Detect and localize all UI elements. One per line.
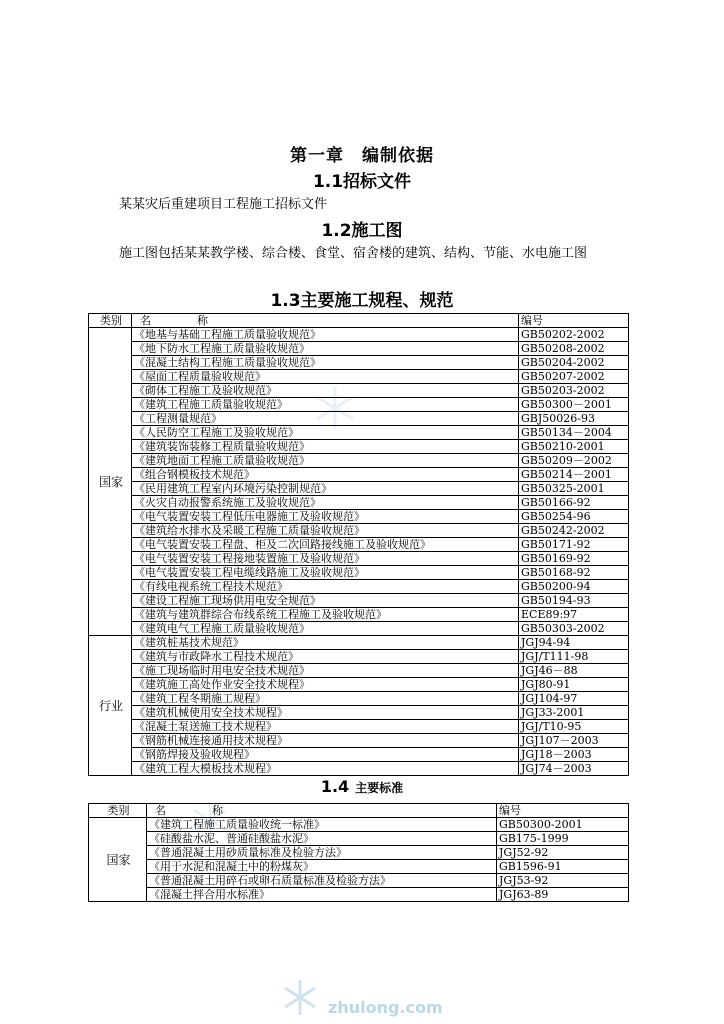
standard-code-cell: JGJ94-94 [519,636,629,650]
section-2-title: 1.2施工图 [321,221,403,241]
standard-code-cell: JGJ63-89 [497,888,629,902]
standard-code-cell: GB50242-2002 [519,524,629,538]
standard-name-cell: 《建筑与建筑群综合布线系统工程施工及验收规范》 [132,608,519,622]
header-name [147,804,497,818]
standard-code-cell: JGJ/T111-98 [519,650,629,664]
table-header-row [89,314,629,328]
standard-code-cell: JGJ74－2003 [519,762,629,776]
table-row [89,650,629,664]
standard-name-cell: 《组合钢模板技术规范》 [132,468,519,482]
standard-name-cell: 《钢筋机械连接通用技术规程》 [132,734,519,748]
standard-name-cell: 《电气装置安装工程接地装置施工及验收规范》 [132,552,519,566]
standard-code-cell: GB50203-2002 [519,384,629,398]
table-row [89,342,629,356]
standard-name-cell: 《建筑装饰装修工程质量验收规范》 [132,440,519,454]
standard-name-cell: 《电气装置安装工程盘、柜及二次回路接线施工及验收规范》 [132,538,519,552]
standard-code-cell: GB50254-96 [519,510,629,524]
standard-code-cell: ECE89:97 [519,608,629,622]
table-row [89,384,629,398]
header-name-part2: 称 [197,313,208,327]
specifications-table [88,313,629,776]
standard-code-cell: GB50208-2002 [519,342,629,356]
table-row [89,328,629,342]
standard-name-cell: 《建筑工程大模板技术规程》 [132,762,519,776]
table-row [89,664,629,678]
header-code: 编号 [497,804,629,818]
table-row [89,608,629,622]
standard-name-cell: 《工程测量规范》 [132,412,519,426]
standard-name-cell: 《建筑机械使用安全技术规程》 [132,706,519,720]
standard-name-cell: 《人民防空工程施工及验收规范》 [132,426,519,440]
standard-code-cell: GB50169-92 [519,552,629,566]
standard-code-cell: GB50303-2002 [519,622,629,636]
table-row [89,370,629,384]
standard-name-cell: 《混凝土结构工程施工质量验收规范》 [132,356,519,370]
standard-name-cell: 《普通混凝土用碎石或卵石质量标准及检验方法》 [147,874,497,888]
standard-code-cell: GB50168-92 [519,566,629,580]
header-code: 编号 [519,314,629,328]
header-name [132,314,519,328]
table-row [89,440,629,454]
standard-code-cell: GB50300-2001 [497,818,629,832]
standard-code-cell: GB50214－2001 [519,468,629,482]
section-4-text: 主要标准 [355,781,404,795]
standard-name-cell: 《硅酸盐水泥、普通硅酸盐水泥》 [147,832,497,846]
standard-name-cell: 《建筑施工高处作业安全技术规程》 [132,678,519,692]
category-cell: 国家 [89,818,147,902]
table-header-row [89,804,629,818]
table-row [89,734,629,748]
standard-name-cell: 《施工现场临时用电安全技术规范》 [132,664,519,678]
table-row [89,552,629,566]
table-row [89,426,629,440]
category-cell: 国家 [89,328,132,636]
table-row [89,510,629,524]
header-name-part1: 名 [155,803,166,817]
standard-code-cell: GB50171-92 [519,538,629,552]
table-row [89,874,629,888]
table-row [89,720,629,734]
chapter-title: 第一章 编制依据 [290,146,434,166]
standard-code-cell: GB50300－2001 [519,398,629,412]
standard-name-cell: 《电气装置安装工程电缆线路施工及验收规范》 [132,566,519,580]
standard-name-cell: 《地基与基础工程施工质量验收规范》 [132,328,519,342]
standard-code-cell: JGJ/T10-95 [519,720,629,734]
table-row [89,356,629,370]
standard-name-cell: 《建筑电气工程施工质量验收规范》 [132,622,519,636]
standard-name-cell: 《砌体工程施工及验收规范》 [132,384,519,398]
standards-table [88,803,629,902]
standard-code-cell: GB50204-2002 [519,356,629,370]
standard-code-cell: GB175-1999 [497,832,629,846]
watermark-text: zhulong.com [328,998,443,1017]
standard-name-cell: 《屋面工程质量验收规范》 [132,370,519,384]
standard-name-cell: 《普通混凝土用砂质量标准及检验方法》 [147,846,497,860]
table-row [89,398,629,412]
standard-name-cell: 《电气装置安装工程低压电器施工及验收规范》 [132,510,519,524]
standard-name-cell: 《民用建筑工程室内环境污染控制规范》 [132,482,519,496]
table-row [89,496,629,510]
table-row [89,594,629,608]
section-2-text: 施工图包括某某教学楼、综合楼、食堂、宿舍楼的建筑、结构、节能、水电施工图 [119,246,588,261]
table-row [89,622,629,636]
standard-code-cell: GB50134－2004 [519,426,629,440]
table-row [89,482,629,496]
standard-name-cell: 《用于水泥和混凝土中的粉煤灰》 [147,860,497,874]
section-4-title [0,777,724,796]
table-row [89,818,629,832]
table-row [89,538,629,552]
standard-code-cell: JGJ33-2001 [519,706,629,720]
standard-code-cell: JGJ104-97 [519,692,629,706]
table-row [89,580,629,594]
standard-code-cell: JGJ80-91 [519,678,629,692]
standard-code-cell: JGJ46－88 [519,664,629,678]
standard-code-cell: JGJ18－2003 [519,748,629,762]
header-name-part1: 名 [140,313,151,327]
section-3-title: 1.3主要施工规程、规范 [270,291,454,311]
standard-code-cell: GB50207-2002 [519,370,629,384]
standard-name-cell: 《建设工程施工现场供用电安全规范》 [132,594,519,608]
header-category: 类别 [89,804,147,818]
standard-name-cell: 《建筑工程施工质量验收规范》 [132,398,519,412]
standard-name-cell: 《建筑工程施工质量验收统一标准》 [147,818,497,832]
table-row [89,566,629,580]
standard-name-cell: 《混凝土拌合用水标准》 [147,888,497,902]
table-row [89,860,629,874]
table-row [89,762,629,776]
standard-code-cell: JGJ107－2003 [519,734,629,748]
table-row [89,678,629,692]
section-4-number: 1.4 [320,777,350,796]
standard-name-cell: 《混凝土泵送施工技术规程》 [132,720,519,734]
standard-code-cell: GB50166-92 [519,496,629,510]
table-row [89,846,629,860]
table-row [89,888,629,902]
standard-name-cell: 《建筑桩基技术规范》 [132,636,519,650]
standard-code-cell: GB50200-94 [519,580,629,594]
category-cell: 行业 [89,636,132,776]
standard-code-cell: GB50202-2002 [519,328,629,342]
standard-code-cell: JGJ53-92 [497,874,629,888]
table-row [89,412,629,426]
table-row [89,692,629,706]
table-row [89,636,629,650]
table-row [89,706,629,720]
standard-code-cell: GB50325-2001 [519,482,629,496]
standard-code-cell: GB1596-91 [497,860,629,874]
standard-code-cell: GBJ50026-93 [519,412,629,426]
standard-name-cell: 《有线电视系统工程技术规范》 [132,580,519,594]
table-row [89,454,629,468]
standard-name-cell: 《建筑与市政降水工程技术规范》 [132,650,519,664]
header-name-part2: 称 [212,803,223,817]
standard-name-cell: 《地下防水工程施工质量验收规范》 [132,342,519,356]
table-row [89,832,629,846]
standard-code-cell: GB50210-2001 [519,440,629,454]
standard-code-cell: JGJ52-92 [497,846,629,860]
standard-name-cell: 《建筑地面工程施工质量验收规范》 [132,454,519,468]
header-category: 类别 [89,314,132,328]
standard-name-cell: 《火灾自动报警系统施工及验收规范》 [132,496,519,510]
standard-code-cell: GB50209－2002 [519,454,629,468]
table-row [89,524,629,538]
table-row [89,468,629,482]
standard-name-cell: 《钢筋焊接及验收规程》 [132,748,519,762]
standard-name-cell: 《建筑工程冬期施工规程》 [132,692,519,706]
standard-code-cell: GB50194-93 [519,594,629,608]
standard-name-cell: 《建筑给水排水及采暖工程施工质量验收规范》 [132,524,519,538]
section-1-text: 某某灾后重建项目工程施工招标文件 [119,197,328,212]
section-1-title: 1.1招标文件 [312,172,412,192]
table-row [89,748,629,762]
